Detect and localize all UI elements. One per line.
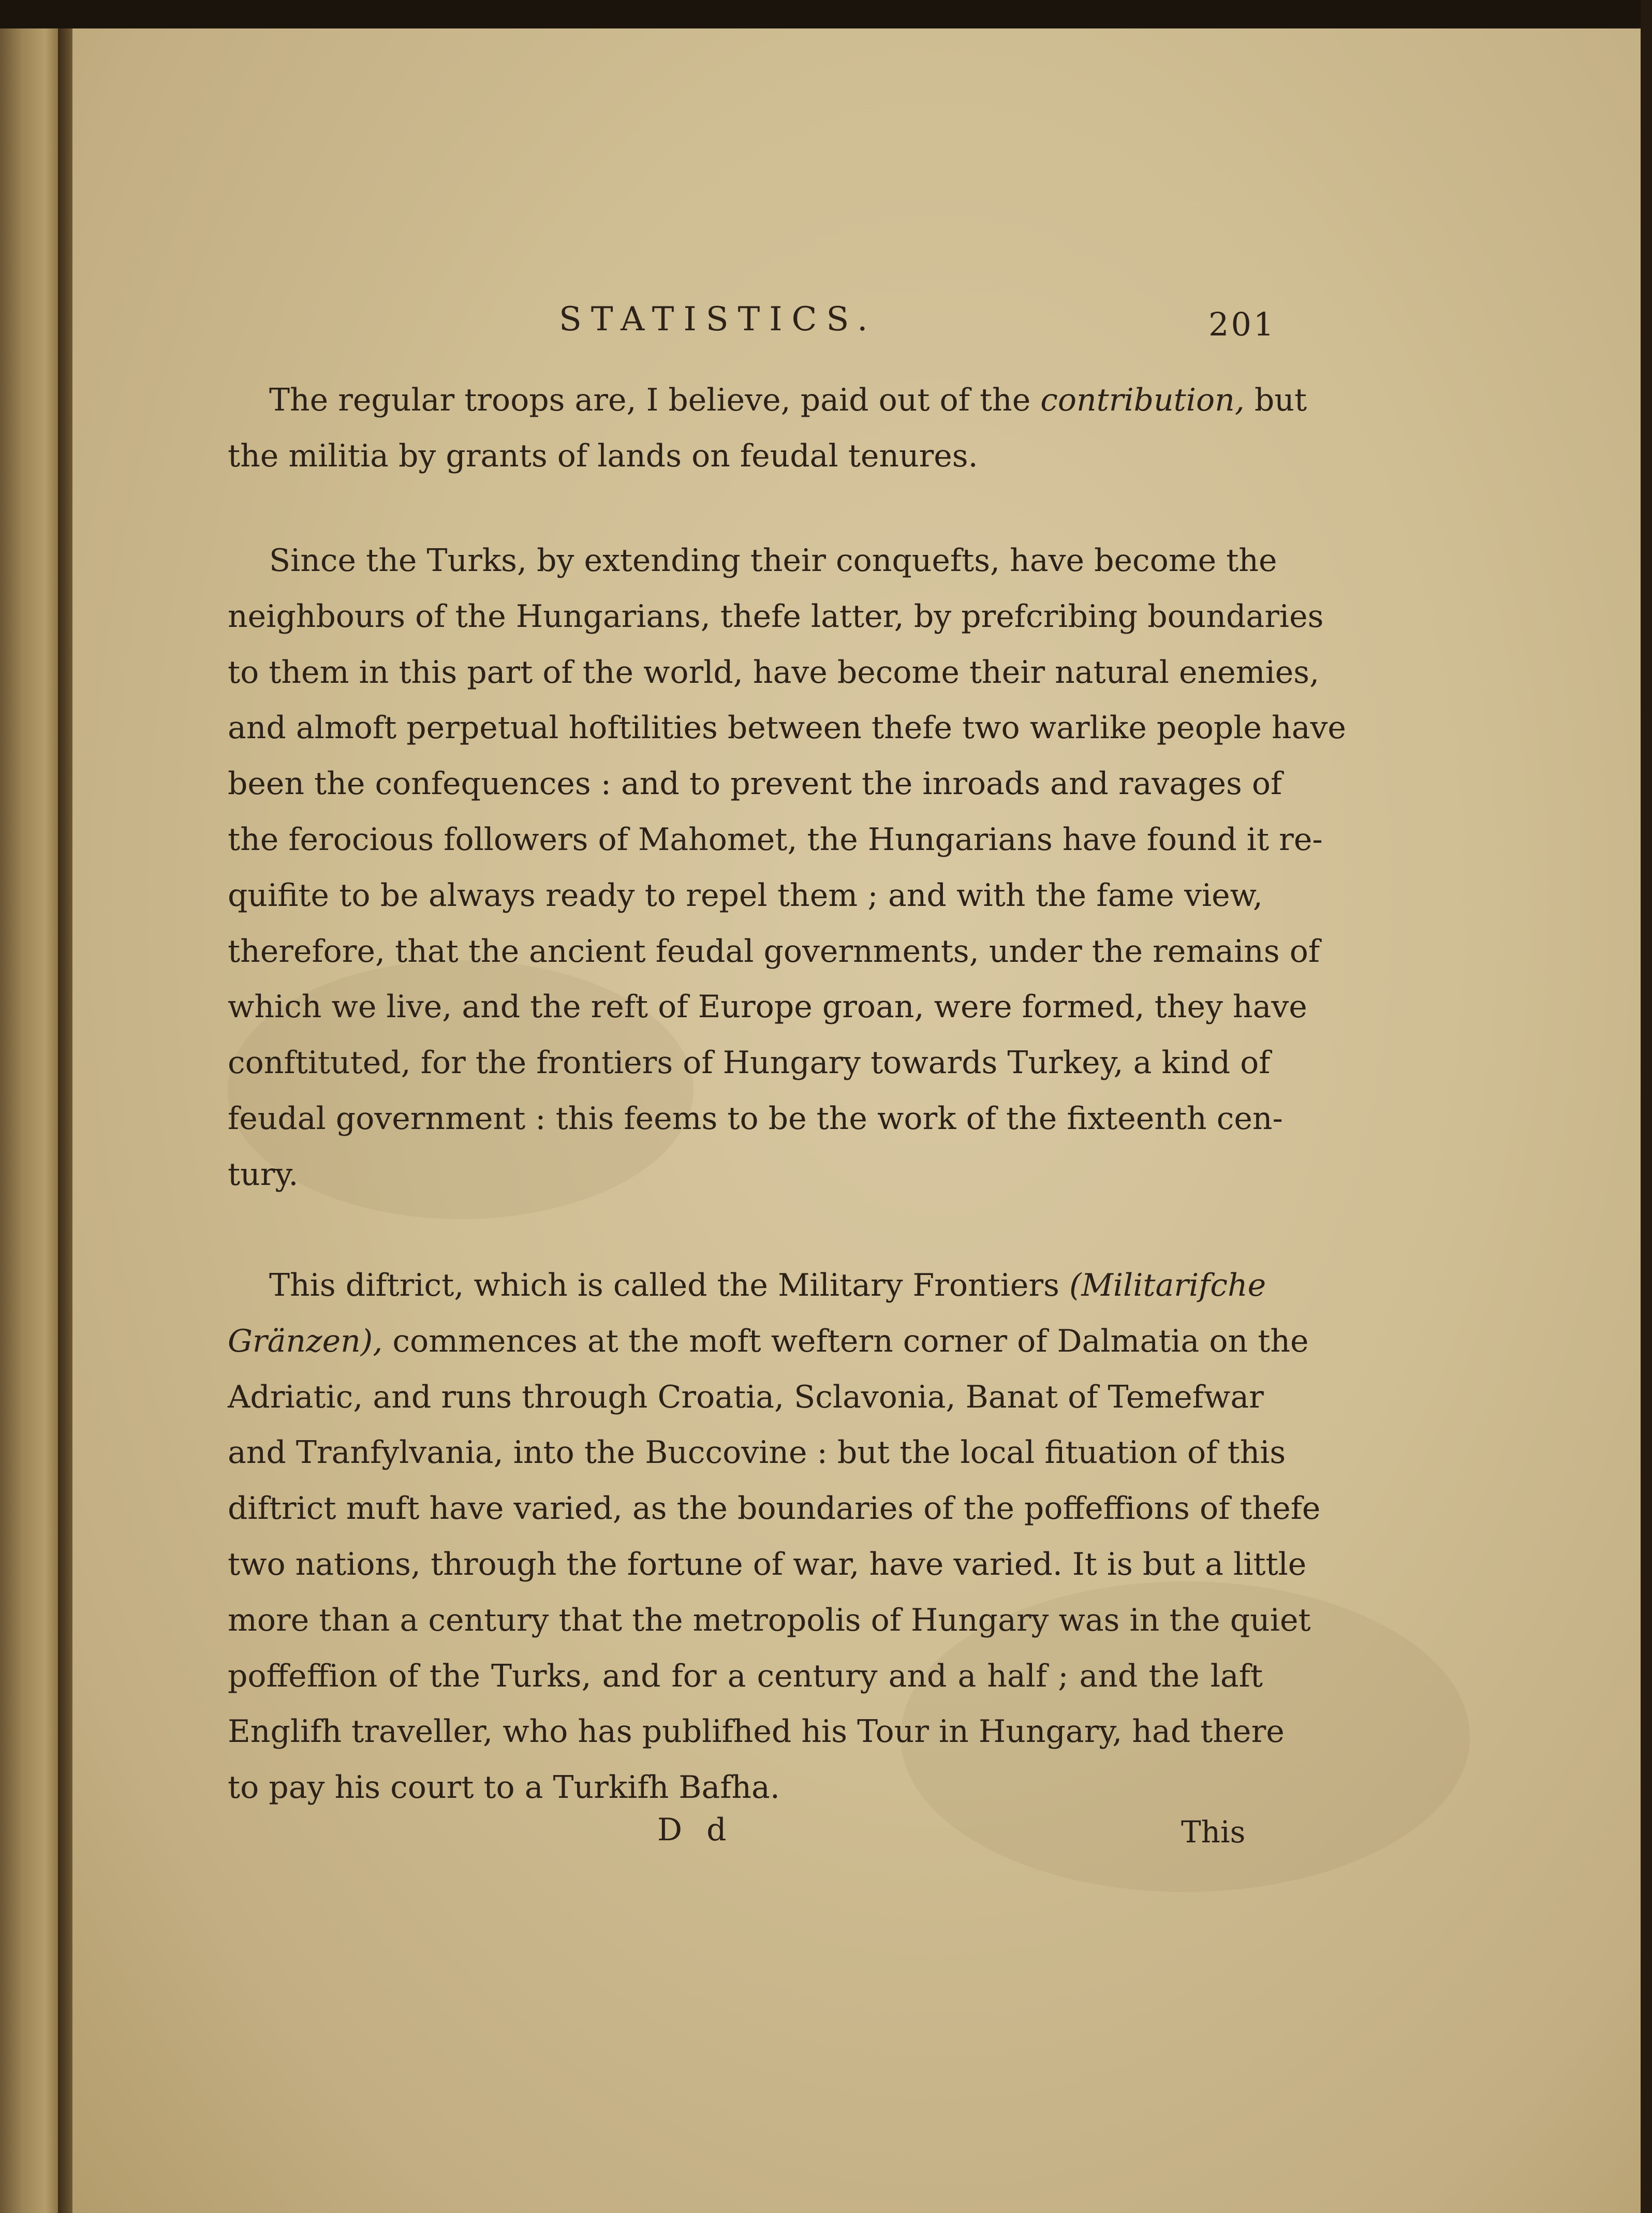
text-line: the militia by grants of lands on feudal tenures.	[228, 437, 978, 474]
text-line: neighbours of the Hungarians, thefe latter, by prefcribing boundaries	[228, 598, 1324, 635]
text-line: more than a century that the metropolis of Hungary was in the quiet	[228, 1602, 1311, 1638]
text-span: The regular troops are, I believe, paid out of the	[269, 382, 1041, 418]
signature-mark: D d	[657, 1812, 734, 1848]
top-edge	[0, 0, 1652, 28]
text-line: Adriatic, and runs through Croatia, Sclavonia, Banat of Temefwar	[228, 1379, 1264, 1415]
text-line: to pay his court to a Turkifh Bafha.	[228, 1769, 780, 1806]
text-line	[228, 373, 1307, 429]
right-edge	[1641, 0, 1652, 2213]
text-line: which we live, and the reft of Europe groan, were formed, they have	[228, 989, 1307, 1025]
text-line: been the confequences : and to prevent the inroads and ravages of	[228, 766, 1282, 802]
italic-word: contribution,	[1040, 382, 1245, 418]
text-line: and almoft perpetual hoftilities between thefe two warlike people have	[228, 710, 1346, 746]
text-line	[228, 1314, 1309, 1370]
running-title: STATISTICS.	[559, 300, 877, 339]
text-line: to them in this part of the world, have become their natural enemies,	[228, 654, 1320, 691]
italic-term: Gränzen),	[228, 1323, 383, 1359]
text-line: quifite to be always ready to repel them ; and with the fame view,	[228, 877, 1263, 914]
text-line: the ferocious followers of Mahomet, the Hungarians have found it re-	[228, 821, 1323, 858]
italic-term: (Militarifche	[1069, 1267, 1266, 1303]
paragraph-3	[228, 1258, 1321, 1816]
text-line: poffeffion of the Turks, and for a century and a half ; and the laft	[228, 1658, 1263, 1694]
text-span: commences at the moft weftern corner of Dalmatia on the	[382, 1323, 1309, 1359]
page-number: 201	[1208, 305, 1276, 343]
previous-page-edge	[0, 21, 65, 2213]
text-line: and Tranfylvania, into the Buccovine : but the local fituation of this	[228, 1434, 1286, 1471]
text-line: tury.	[228, 1156, 299, 1193]
text-line: feudal government : this feems to be the work of the fixteenth cen-	[228, 1100, 1283, 1137]
text-line: Since the Turks, by extending their conquefts, have become the	[269, 543, 1277, 579]
text-line: diftrict muft have varied, as the boundaries of the poffeffions of thefe	[228, 1490, 1321, 1527]
catchword: This	[1181, 1814, 1246, 1850]
text-line: therefore, that the ancient feudal governments, under the remains of	[228, 933, 1320, 970]
text-line: two nations, through the fortune of war, have varied. It is but a little	[228, 1546, 1307, 1582]
text-line: Englifh traveller, who has publifhed his Tour in Hungary, had there	[228, 1713, 1285, 1750]
paragraph-2	[228, 533, 1346, 1203]
text-span: but	[1244, 382, 1307, 418]
text-span: This diftrict, which is called the Military Frontiers	[269, 1267, 1069, 1303]
paragraph-1	[228, 373, 1307, 485]
text-line	[228, 1258, 1266, 1314]
text-line: conftituted, for the frontiers of Hungary towards Turkey, a kind of	[228, 1045, 1271, 1081]
